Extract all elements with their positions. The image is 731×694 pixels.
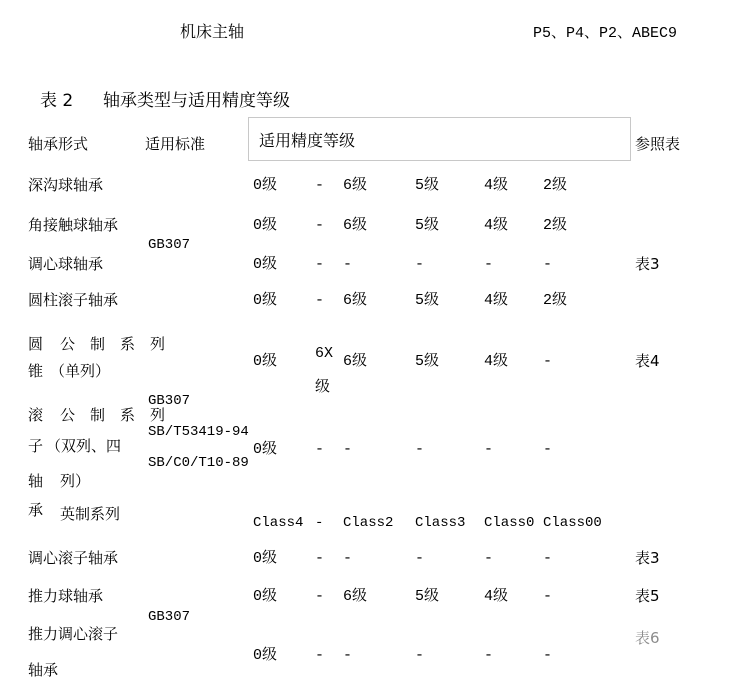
table-caption-label: 表 2 <box>40 91 74 111</box>
grade-cell: - <box>543 550 553 567</box>
row-label: 推力球轴承 <box>28 587 104 605</box>
grade-cell: - <box>315 647 325 664</box>
ref-cell: 表3 <box>635 549 660 567</box>
grade-cell: - <box>315 217 325 234</box>
grade-cell: Class0 <box>484 515 535 531</box>
grade-cell: 5级 <box>415 177 440 194</box>
grade-cell: 6X级 <box>315 345 334 396</box>
grade-cell: Class00 <box>543 515 602 531</box>
grade-cell: - <box>484 256 494 273</box>
grade-cell: 0级 <box>253 217 278 234</box>
header-reference: 参照表 <box>635 135 681 153</box>
subrow-label-line3: 列） <box>60 472 91 490</box>
standard-cell: GB307 <box>148 609 191 625</box>
grade-cell: 0级 <box>253 353 278 370</box>
row-label: 圆柱滚子轴承 <box>28 291 119 309</box>
standard-cell: GB307 <box>148 237 191 253</box>
grade-cell: 0级 <box>253 256 278 273</box>
grade-cell: - <box>543 353 553 370</box>
grade-cell: 0级 <box>253 647 278 664</box>
row-label: 调心滚子轴承 <box>28 549 119 567</box>
context-right-text: P5、P4、P2、ABEC9 <box>533 25 678 42</box>
subrow-label: 英制系列 <box>60 505 121 523</box>
grade-cell: 0级 <box>253 441 278 458</box>
table-caption-title: 轴承类型与适用精度等级 <box>103 91 290 111</box>
subrow-label: 公制系列 <box>60 335 181 353</box>
grade-cell: - <box>415 647 425 664</box>
standard-cell: GB307 <box>148 393 191 409</box>
tapered-name-char: 轴 <box>28 472 44 490</box>
grade-cell: - <box>315 177 325 194</box>
context-left-text: 机床主轴 <box>180 22 245 41</box>
grade-cell: - <box>315 256 325 273</box>
standard-cell: SB/T53419-94 <box>148 424 249 440</box>
tapered-name-char: 锥 <box>28 362 44 380</box>
grade-cell: - <box>343 647 353 664</box>
grade-cell: - <box>543 588 553 605</box>
grade-cell: - <box>315 588 325 605</box>
grade-cell: 6级 <box>343 588 368 605</box>
grade-cell: - <box>543 441 553 458</box>
ref-cell: 表3 <box>635 255 660 273</box>
grade-cell: - <box>343 256 353 273</box>
grade-cell: Class4 <box>253 515 304 531</box>
standard-cell: SB/C0/T10-89 <box>148 455 249 471</box>
grade-cell: 6级 <box>343 217 368 234</box>
row-label: 推力调心滚子 <box>28 625 119 643</box>
grade-cell: 4级 <box>484 588 509 605</box>
grade-cell: - <box>415 441 425 458</box>
grade-cell: 4级 <box>484 353 509 370</box>
grade-cell: 0级 <box>253 177 278 194</box>
grade-cell: 5级 <box>415 217 440 234</box>
ref-cell: 表6 <box>635 629 660 647</box>
grade-cell: - <box>415 550 425 567</box>
grade-cell: 6级 <box>343 292 368 309</box>
tapered-name-char: 子 <box>28 437 44 455</box>
grade-header-box[interactable] <box>248 117 631 161</box>
grade-cell: 5级 <box>415 353 440 370</box>
grade-cell: 5级 <box>415 292 440 309</box>
grade-cell: 2级 <box>543 177 568 194</box>
grade-cell: 2级 <box>543 292 568 309</box>
row-label-line2: 轴承 <box>28 661 59 679</box>
grade-cell: - <box>543 647 553 664</box>
grade-cell: - <box>343 550 353 567</box>
grade-cell: - <box>315 550 325 567</box>
subrow-label-line2: （双列、四 <box>46 437 122 455</box>
grade-cell: - <box>315 515 324 531</box>
grade-cell: 4级 <box>484 177 509 194</box>
grade-cell: - <box>415 256 425 273</box>
header-standard: 适用标准 <box>145 135 206 153</box>
tapered-name-char: 圆 <box>28 335 44 353</box>
grade-cell: - <box>484 647 494 664</box>
grade-cell: - <box>343 441 353 458</box>
subrow-label-line2: （单列） <box>50 362 111 380</box>
grade-cell: - <box>315 292 325 309</box>
ref-cell: 表4 <box>635 352 660 370</box>
row-label: 角接触球轴承 <box>28 216 119 234</box>
subrow-label: 公制系列 <box>60 406 181 424</box>
row-label: 深沟球轴承 <box>28 176 104 194</box>
grade-cell: 4级 <box>484 217 509 234</box>
grade-cell: Class2 <box>343 515 394 531</box>
tapered-name-char: 滚 <box>28 406 44 424</box>
grade-cell: 6级 <box>343 353 368 370</box>
grade-cell: Class3 <box>415 515 466 531</box>
grade-cell: 6级 <box>343 177 368 194</box>
grade-cell: - <box>484 441 494 458</box>
grade-cell: 5级 <box>415 588 440 605</box>
grade-cell: 0级 <box>253 292 278 309</box>
header-grade: 适用精度等级 <box>259 130 356 150</box>
grade-cell: 0级 <box>253 550 278 567</box>
grade-cell: 2级 <box>543 217 568 234</box>
header-bearing-form: 轴承形式 <box>28 135 89 153</box>
row-label: 调心球轴承 <box>28 255 104 273</box>
grade-cell: - <box>315 441 325 458</box>
grade-cell: - <box>543 256 553 273</box>
grade-cell: 0级 <box>253 588 278 605</box>
ref-cell: 表5 <box>635 587 660 605</box>
grade-cell: 4级 <box>484 292 509 309</box>
grade-cell: - <box>484 550 494 567</box>
tapered-name-char: 承 <box>28 501 44 519</box>
